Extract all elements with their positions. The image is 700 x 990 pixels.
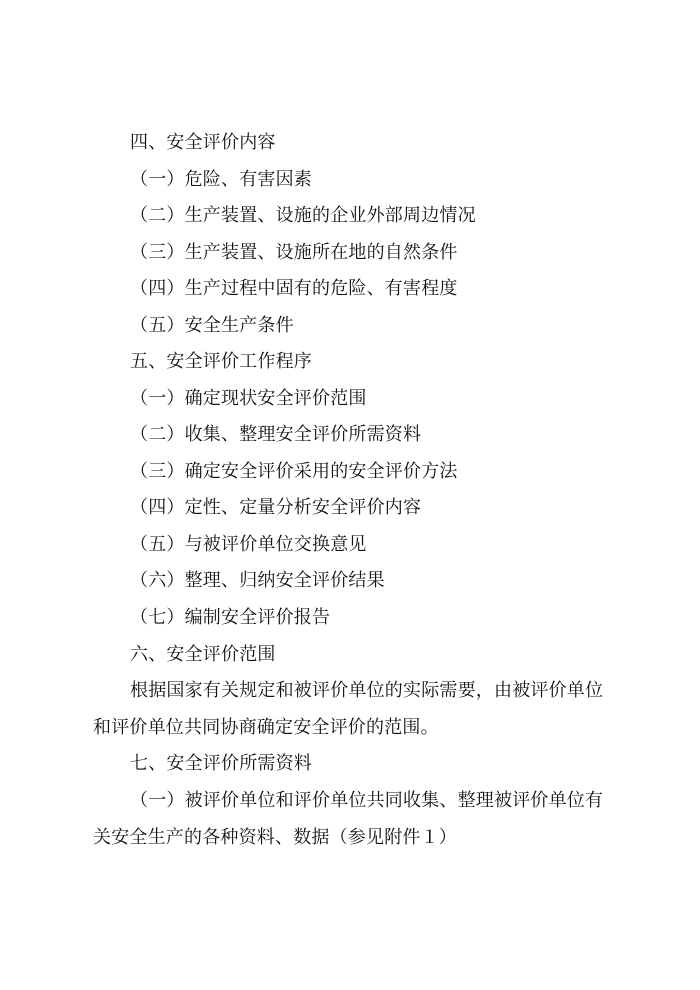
section-6-heading: 六、安全评价范围 [130,644,276,665]
s5-item-7: （七）编制安全评价报告 [130,607,331,628]
s7-paragraph-line-1: （一）被评价单位和评价单位共同收集、整理被评价单位有 [130,790,604,811]
section-4-heading: 四、安全评价内容 [130,132,276,153]
s5-item-6: （六）整理、归纳安全评价结果 [130,570,385,591]
s5-item-1: （一）确定现状安全评价范围 [130,388,367,409]
section-5-heading: 五、安全评价工作程序 [130,351,312,372]
s5-item-5: （五）与被评价单位交换意见 [130,534,367,555]
s4-item-1: （一）危险、有害因素 [130,169,312,190]
section-7-heading: 七、安全评价所需资料 [130,753,312,774]
s5-item-4: （四）定性、定量分析安全评价内容 [130,497,422,518]
s5-item-2: （二）收集、整理安全评价所需资料 [130,424,422,445]
s5-item-3: （三）确定安全评价采用的安全评价方法 [130,461,458,482]
s4-item-2: （二）生产装置、设施的企业外部周边情况 [130,205,476,226]
s6-paragraph-line-2: 和评价单位共同协商确定安全评价的范围。 [93,717,439,738]
s6-paragraph-line-1: 根据国家有关规定和被评价单位的实际需要，由被评价单位 [130,680,604,701]
s4-item-4: （四）生产过程中固有的危险、有害程度 [130,278,458,299]
s4-item-3: （三）生产装置、设施所在地的自然条件 [130,242,458,263]
s7-paragraph-line-2: 关安全生产的各种资料、数据（参见附件１） [93,827,457,848]
s4-item-5: （五）安全生产条件 [130,315,294,336]
